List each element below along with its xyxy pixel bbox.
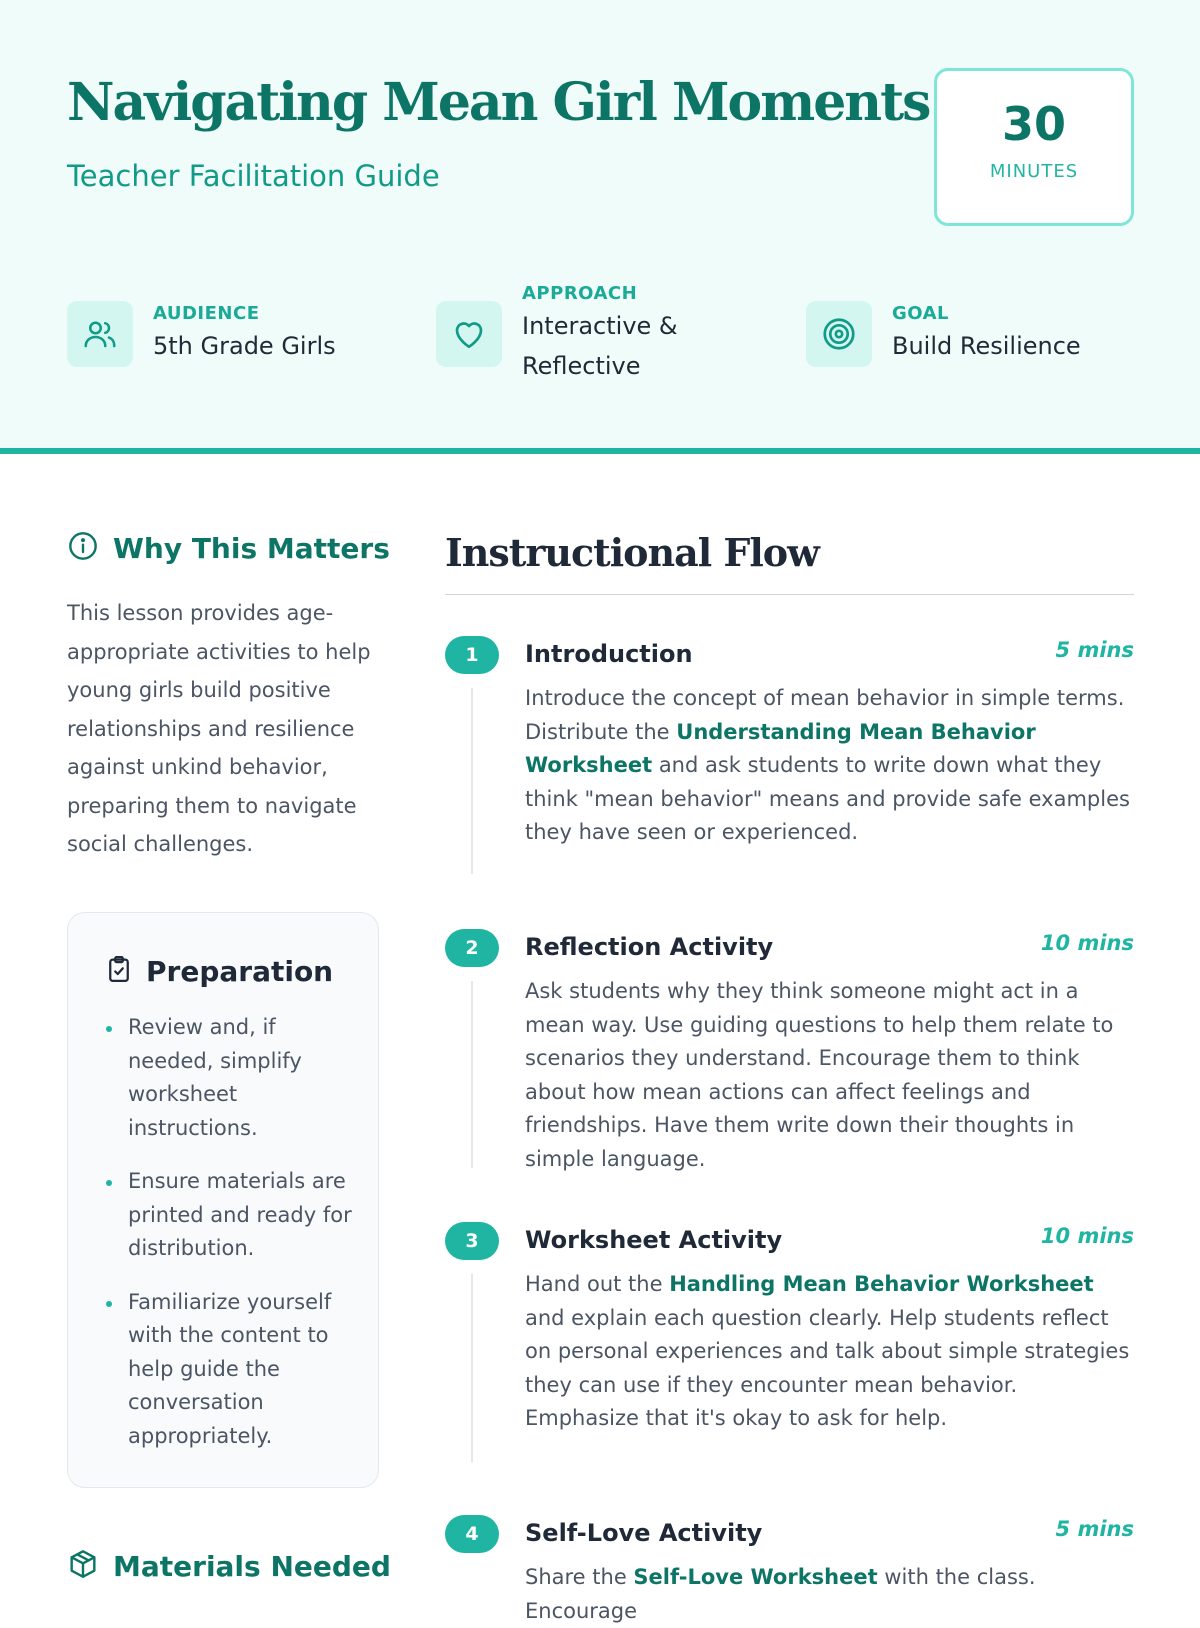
why-heading (67, 530, 390, 566)
meta-goal-label: GOAL (892, 303, 949, 324)
page-title: Navigating Mean Girl Moments (67, 72, 930, 133)
package-icon (67, 1548, 99, 1584)
step-title: Worksheet Activity (525, 1226, 783, 1254)
materials-heading (67, 1548, 391, 1584)
step-duration: 5 mins (1055, 638, 1134, 662)
meta-goal-value: Build Resilience (892, 332, 1081, 360)
step-title: Reflection Activity (525, 933, 774, 961)
meta-approach-value-line2: Reflective (522, 352, 641, 380)
step-description: Hand out the Handling Mean Behavior Worksheet and explain each question clearly. Help students reflect on personal experiences and talk about simple strategies they can use if they encounter mean behavior. Emphasize that it's okay to ask for help. (525, 1272, 1130, 1430)
step-number-badge: 3 (445, 1222, 499, 1260)
duration-unit: MINUTES (989, 161, 1079, 182)
flow-title: Instructional Flow (445, 530, 819, 575)
step-connector (471, 1274, 473, 1462)
materials-title: Materials Needed (113, 1549, 391, 1583)
step-number-badge: 1 (445, 636, 499, 674)
info-icon (67, 530, 99, 566)
step-description: Ask students why they think someone might act in a mean way. Use guiding questions to help them relate to scenarios they understand. Encourage them to think about how mean actions can affect feelings and friendships. Have them write down their thoughts in simple language. (525, 979, 1114, 1171)
step-duration: 5 mins (1055, 1517, 1134, 1541)
meta-approach-value-line1: Interactive & (522, 312, 678, 340)
meta-audience-label: AUDIENCE (153, 303, 260, 324)
worksheet-link[interactable]: Self-Love Worksheet (633, 1565, 878, 1589)
step-number-badge: 2 (445, 929, 499, 967)
meta-audience (67, 300, 387, 380)
step-duration: 10 mins (1040, 1224, 1134, 1248)
flow-divider (445, 594, 1134, 595)
list-item: Ensure materials are printed and ready for distribution. (104, 1165, 352, 1266)
worksheet-link[interactable]: Handling Mean Behavior Worksheet (669, 1272, 1094, 1296)
meta-approach-label: APPROACH (522, 283, 638, 304)
meta-audience-value: 5th Grade Girls (153, 332, 336, 360)
step-connector (471, 688, 473, 874)
list-item: Review and, if needed, simplify worksheet instructions. (104, 1011, 352, 1145)
target-icon (806, 301, 872, 367)
preparation-heading (104, 953, 333, 989)
why-text: This lesson provides age-appropriate activities to help young girls build positive relationships and resilience against unkind behavior, preparing them to navigate social challenges. (67, 601, 371, 856)
step-number-badge: 4 (445, 1515, 499, 1553)
meta-approach (436, 280, 756, 390)
step-duration: 10 mins (1040, 931, 1134, 955)
list-item: Familiarize yourself with the content to help guide the conversation appropriately. (104, 1286, 352, 1454)
clipboard-check-icon (104, 953, 134, 989)
users-icon (67, 301, 133, 367)
step-description: Share the Self-Love Worksheet with the class. Encourage (525, 1565, 1036, 1623)
step-description: Introduce the concept of mean behavior in simple terms. Distribute the Understanding Mean Behavior Worksheet and ask students to write down what they think "mean behavior" means and provide safe examples they have seen or experienced. (525, 686, 1130, 844)
preparation-title: Preparation (146, 954, 334, 988)
heart-icon (436, 301, 502, 367)
worksheet-link[interactable]: Understanding Mean Behavior Worksheet (525, 719, 1036, 777)
meta-goal (806, 300, 1146, 380)
step-title: Self-Love Activity (525, 1519, 763, 1547)
header (0, 0, 1200, 454)
why-title: Why This Matters (113, 531, 390, 565)
duration-value: 30 (1001, 97, 1066, 151)
step-title: Introduction (525, 640, 693, 668)
page-subtitle: Teacher Facilitation Guide (67, 159, 440, 193)
step-connector (471, 981, 473, 1168)
duration-badge (934, 68, 1134, 226)
preparation-list (104, 1011, 352, 1473)
preparation-card (67, 912, 379, 1488)
